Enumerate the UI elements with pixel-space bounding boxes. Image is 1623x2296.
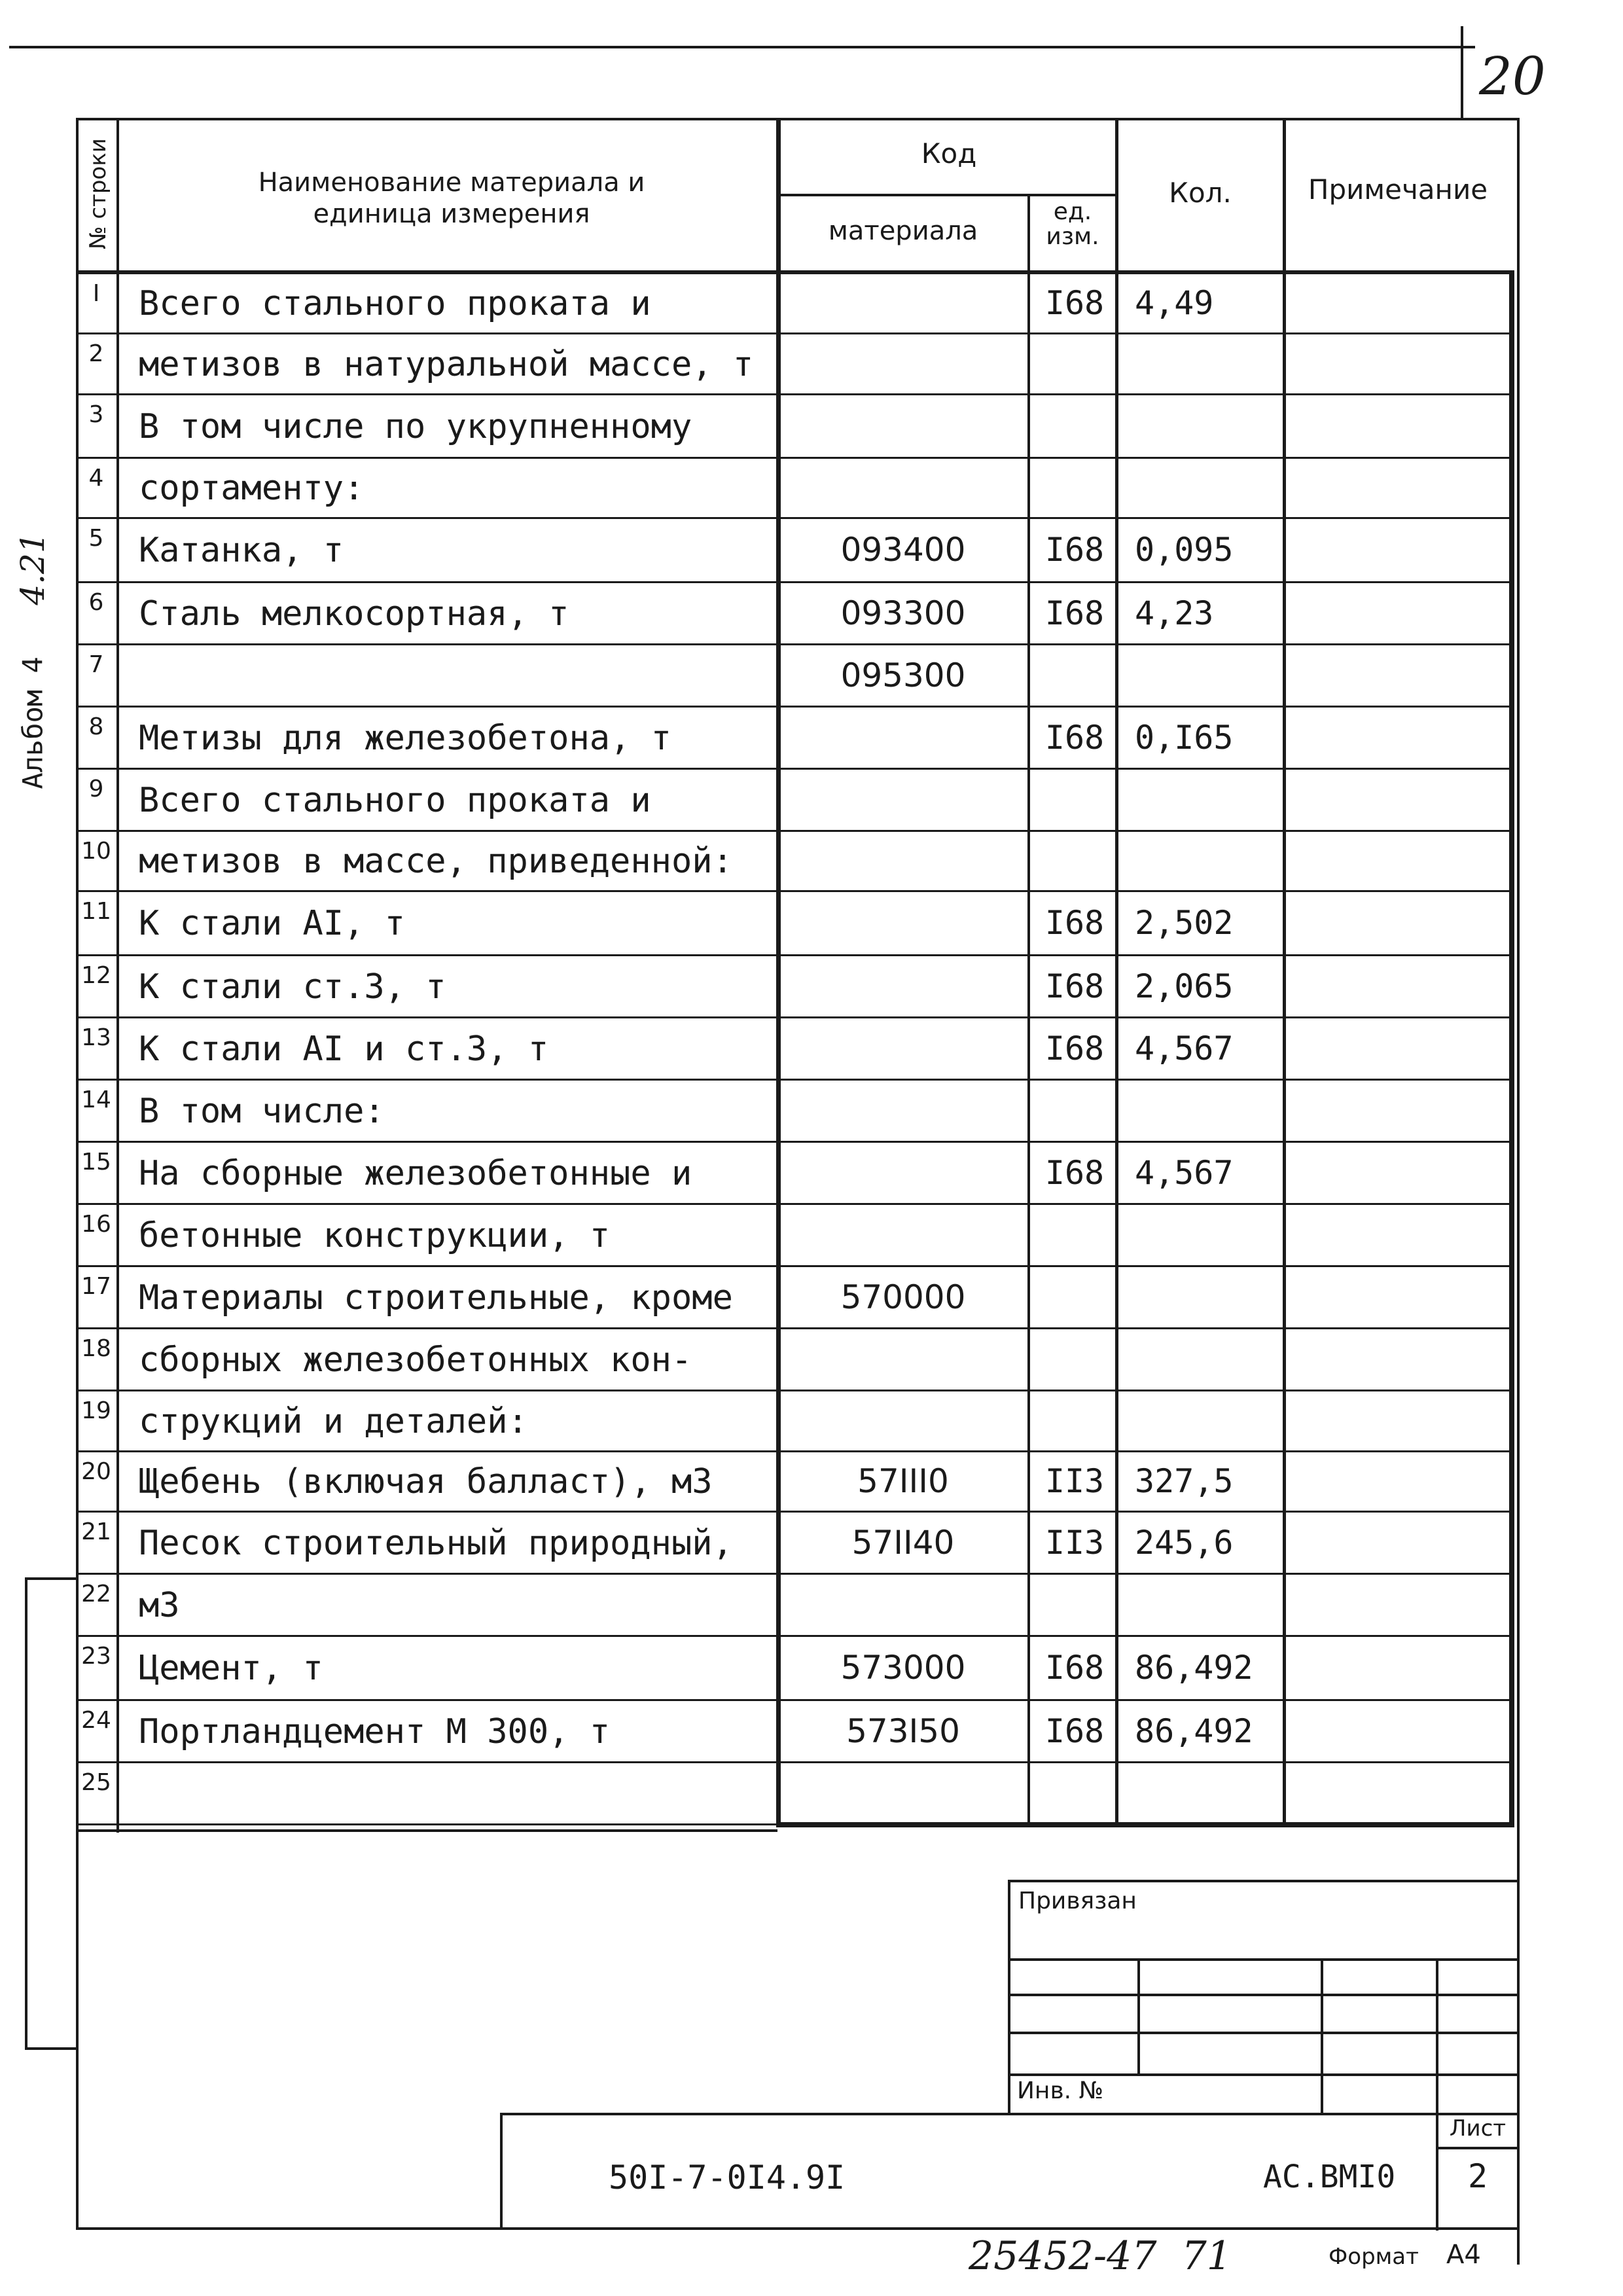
unit-code: I68: [1044, 594, 1105, 632]
material-code: 573I50: [846, 1712, 960, 1750]
stamp-doc-mark: АС.ВМI0: [1263, 2159, 1396, 2195]
bottom-frame-line: [76, 2227, 1520, 2230]
material-name: Материалы строительные, кроме: [139, 1278, 733, 1318]
stamp-sheet-divider: [1436, 2147, 1520, 2149]
row-number: 22: [81, 1581, 111, 1607]
header-row-no: № строки: [85, 138, 111, 249]
row-number: 11: [81, 898, 111, 925]
row-number: 13: [81, 1024, 111, 1051]
page-number: 20: [1479, 46, 1546, 107]
row-line: [76, 393, 1514, 395]
row-number: 7: [88, 651, 104, 678]
quantity: 4,567: [1135, 1029, 1234, 1067]
row-number: 18: [81, 1335, 111, 1362]
row-number: 12: [81, 962, 111, 989]
material-code: 570000: [840, 1278, 966, 1316]
footer-format-label: Формат: [1329, 2244, 1419, 2270]
row-number: 2: [88, 340, 104, 367]
material-code: 57II40: [851, 1523, 955, 1562]
row-line: [76, 954, 1514, 956]
row-number: 3: [88, 401, 104, 428]
row-line: [76, 1141, 1514, 1143]
material-name: м3: [139, 1585, 180, 1625]
left-margin-mark-3: [25, 2047, 77, 2050]
table-body-bottom: [776, 1822, 1514, 1827]
table-body-bottom-left: [76, 1829, 777, 1832]
row-number: 19: [81, 1397, 111, 1424]
material-name: Катанка, т: [139, 531, 344, 570]
stamp-grid-h1: [1008, 1958, 1520, 1961]
row-line: [76, 1016, 1514, 1018]
row-line: [76, 457, 1514, 459]
row-number: 8: [88, 713, 104, 740]
row-number: 20: [81, 1458, 111, 1485]
row-number: 14: [81, 1086, 111, 1113]
material-name: На сборные железобетонные и: [139, 1153, 692, 1193]
quantity: 327,5: [1135, 1462, 1234, 1500]
quantity: 86,492: [1135, 1712, 1253, 1750]
quantity: 4,49: [1135, 284, 1214, 322]
material-name: струкций и деталей:: [139, 1401, 528, 1441]
unit-code: II3: [1044, 1523, 1105, 1562]
left-margin-mark-1: [25, 1577, 27, 2049]
stamp-grid-h3: [1008, 2032, 1520, 2034]
col-sep-unit: [1027, 196, 1030, 1826]
row-line: [76, 890, 1514, 892]
material-name: Цемент, т: [139, 1649, 323, 1688]
quantity: 4,567: [1135, 1153, 1234, 1192]
row-line: [76, 643, 1514, 645]
unit-code: I68: [1044, 967, 1105, 1005]
row-number: 9: [88, 776, 104, 802]
material-code: 093300: [840, 594, 966, 632]
stamp-outer-left: [1008, 1880, 1010, 2115]
material-name: сортаменту:: [139, 469, 365, 508]
stamp-main-top: [500, 2113, 1520, 2115]
row-line: [76, 517, 1514, 519]
unit-code: I68: [1044, 1153, 1105, 1192]
material-name: бетонные конструкции, т: [139, 1215, 611, 1255]
material-code: 093400: [840, 531, 966, 569]
stamp-grid-h4: [1008, 2073, 1520, 2076]
material-code: 095300: [840, 656, 966, 694]
material-name: Метизы для железобетона, т: [139, 718, 671, 758]
row-line: [76, 1450, 1514, 1452]
row-line: [76, 1265, 1514, 1267]
col-sep-note: [1283, 118, 1286, 1826]
material-name: Портландцемент М 300, т: [139, 1712, 611, 1751]
stamp-grid-v1: [1137, 1958, 1140, 2073]
row-number: 6: [88, 589, 104, 616]
quantity: 86,492: [1135, 1649, 1253, 1687]
material-name: сборных железобетонных кон-: [139, 1340, 692, 1380]
stamp-bound: Привязан: [1018, 1888, 1137, 1914]
unit-code: I68: [1044, 1029, 1105, 1067]
row-line: [76, 1390, 1514, 1391]
row-number: 25: [81, 1769, 111, 1796]
unit-code: I68: [1044, 531, 1105, 569]
header-code: Код: [921, 137, 977, 170]
row-line: [76, 1511, 1514, 1513]
material-name: В том числе:: [139, 1091, 385, 1131]
row-number: 16: [81, 1211, 111, 1238]
header-bottom: [76, 270, 1514, 274]
header-name: Наименование материала и единица измерения: [258, 168, 645, 229]
footer-handwritten-no: 25452-47 71: [969, 2233, 1232, 2279]
row-number: 21: [81, 1518, 111, 1545]
unit-code: II3: [1044, 1462, 1105, 1500]
row-line: [76, 1761, 1514, 1763]
col-sep-qty: [1115, 118, 1118, 1826]
row-number: 4: [88, 465, 104, 492]
row-number: 24: [81, 1707, 111, 1734]
side-handwritten-wrapper: [13, 497, 52, 628]
quantity: 0,I65: [1135, 718, 1234, 757]
side-label: Альбом 4: [16, 656, 49, 789]
footer-format-value: А4: [1446, 2240, 1481, 2270]
quantity: 2,065: [1135, 967, 1234, 1005]
row-line: [76, 706, 1514, 708]
right-frame: [1517, 118, 1520, 2265]
row-number: 15: [81, 1149, 111, 1175]
row-number: 23: [81, 1643, 111, 1670]
stamp-outer-top: [1008, 1880, 1520, 1882]
page-number-box-left: [1461, 26, 1463, 118]
header-note: Примечание: [1308, 173, 1488, 206]
material-name: Всего стального проката и: [139, 780, 651, 820]
unit-code: I68: [1044, 1712, 1105, 1750]
unit-code: I68: [1044, 718, 1105, 757]
quantity: 2,502: [1135, 904, 1234, 942]
side-handwritten: 4.21: [14, 532, 52, 605]
col-right-heavy: [1509, 272, 1514, 1826]
col-sep-rowno: [116, 118, 119, 1833]
stamp-grid-v2: [1321, 1958, 1323, 2113]
quantity: 245,6: [1135, 1523, 1234, 1562]
row-line: [76, 1203, 1514, 1205]
unit-code: I68: [1044, 904, 1105, 942]
header-code-unit: ед. изм.: [1046, 198, 1099, 250]
unit-code: I68: [1044, 284, 1105, 322]
header-row-no-wrapper: [79, 122, 116, 269]
table-top-border: [76, 118, 1520, 120]
material-name: В том числе по укрупненному: [139, 406, 692, 446]
stamp-sheet-label: Лист: [1449, 2115, 1507, 2142]
material-name: метизов в натуральной массе, т: [139, 344, 754, 384]
row-line: [76, 1079, 1514, 1081]
row-number: 10: [81, 838, 111, 865]
row-line: [76, 1327, 1514, 1329]
row-number: I: [92, 280, 100, 307]
header-qty: Кол.: [1169, 177, 1232, 209]
material-name: Всего стального проката и: [139, 284, 651, 323]
material-name: Песок строительный природный,: [139, 1523, 733, 1563]
quantity: 0,095: [1135, 531, 1234, 569]
row-line: [76, 1635, 1514, 1637]
row-line: [76, 581, 1514, 583]
row-number: 17: [81, 1273, 111, 1300]
col-sep-code: [776, 118, 781, 1826]
side-label-wrapper: [13, 622, 52, 831]
quantity: 4,23: [1135, 594, 1214, 632]
row-line: [76, 830, 1514, 832]
row-line: [76, 1699, 1514, 1701]
stamp-doc-code: 50I-7-0I4.9I: [609, 2159, 846, 2197]
material-name: метизов в массе, приведенной:: [139, 842, 733, 881]
row-number: 5: [88, 525, 104, 552]
left-margin-mark-2: [25, 1577, 77, 1580]
material-code: 573000: [840, 1649, 966, 1687]
header-code-material: материала: [828, 216, 978, 246]
material-name: К стали AI и ст.3, т: [139, 1029, 549, 1069]
row-line: [76, 1573, 1514, 1575]
unit-code: I68: [1044, 1649, 1105, 1687]
material-name: Щебень (включая балласт), м3: [139, 1462, 713, 1501]
material-name: К стали ст.3, т: [139, 967, 446, 1007]
stamp-sheet-no: 2: [1467, 2157, 1488, 2195]
stamp-grid-h2: [1008, 1994, 1520, 1996]
material-name: К стали AI, т: [139, 904, 405, 943]
row-line: [76, 332, 1514, 334]
stamp-inv-no: Инв. №: [1017, 2077, 1104, 2104]
material-name: Сталь мелкосортная, т: [139, 594, 569, 634]
stamp-main-left: [500, 2113, 503, 2229]
header-code-divider: [776, 194, 1116, 196]
row-line: [76, 768, 1514, 770]
material-code: 57III0: [857, 1462, 949, 1500]
top-border: [9, 46, 1475, 48]
